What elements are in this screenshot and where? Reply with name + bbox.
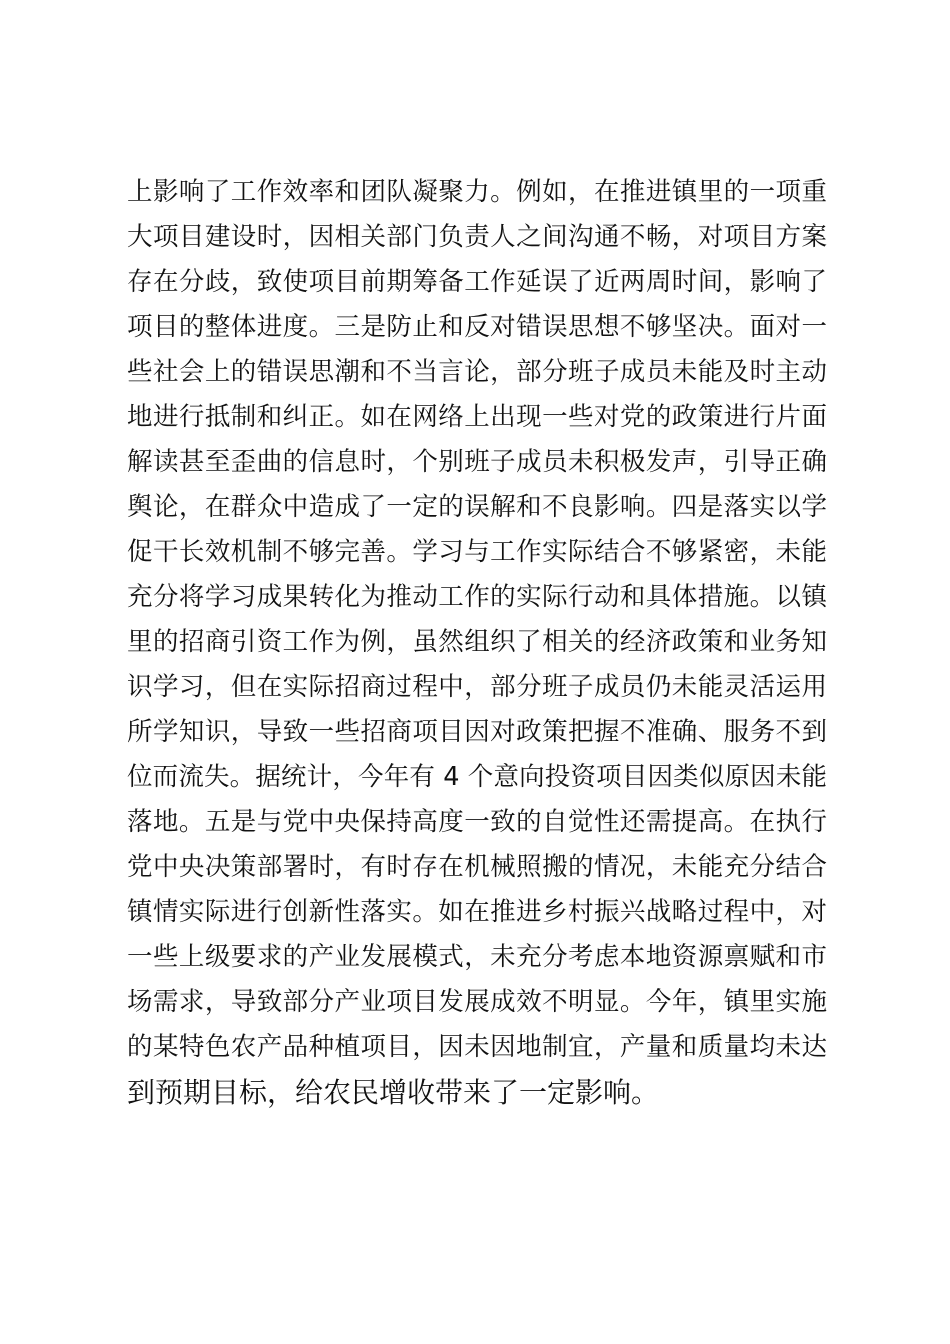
text-line: 上影响了工作效率和团队凝聚力。例如，在推进镇里的一项重 xyxy=(127,177,827,207)
body-paragraph xyxy=(127,170,827,1115)
text-line: 到预期目标，给农民增收带来了一定影响。 xyxy=(127,1076,660,1109)
text-line: 些社会上的错误思潮和不当言论，部分班子成员未能及时主动 xyxy=(127,357,827,387)
text-line: 所学知识，导致一些招商项目因对政策把握不准确、服务不到 xyxy=(127,717,827,747)
text-line: 一些上级要求的产业发展模式，未充分考虑本地资源禀赋和市 xyxy=(127,942,827,972)
text-line: 里的招商引资工作为例，虽然组织了相关的经济政策和业务知 xyxy=(127,627,827,657)
text-line: 场需求，导致部分产业项目发展成效不明显。今年，镇里实施 xyxy=(127,987,827,1017)
text-line: 的某特色农产品种植项目，因未因地制宜，产量和质量均未达 xyxy=(127,1032,827,1062)
text-line: 落地。五是与党中央保持高度一致的自觉性还需提高。在执行 xyxy=(127,807,827,837)
text-line: 存在分歧，致使项目前期筹备工作延误了近两周时间，影响了 xyxy=(127,267,827,297)
text-line: 大项目建设时，因相关部门负责人之间沟通不畅，对项目方案 xyxy=(127,222,827,252)
text-line: 党中央决策部署时，有时存在机械照搬的情况，未能充分结合 xyxy=(127,852,827,882)
text-line: 项目的整体进度。三是防止和反对错误思想不够坚决。面对一 xyxy=(127,312,827,342)
text-line: 舆论，在群众中造成了一定的误解和不良影响。四是落实以学 xyxy=(127,492,827,522)
text-line: 充分将学习成果转化为推动工作的实际行动和具体措施。以镇 xyxy=(127,582,827,612)
text-line: 解读甚至歪曲的信息时，个别班子成员未积极发声，引导正确 xyxy=(127,447,827,477)
text-line: 镇情实际进行创新性落实。如在推进乡村振兴战略过程中，对 xyxy=(127,897,827,927)
text-line: 识学习，但在实际招商过程中，部分班子成员仍未能灵活运用 xyxy=(127,672,827,702)
text-line: 地进行抵制和纠正。如在网络上出现一些对党的政策进行片面 xyxy=(127,402,827,432)
text-line: 促干长效机制不够完善。学习与工作实际结合不够紧密，未能 xyxy=(127,537,827,567)
text-line: 位而流失。据统计，今年有 4 个意向投资项目因类似原因未能 xyxy=(127,762,827,792)
